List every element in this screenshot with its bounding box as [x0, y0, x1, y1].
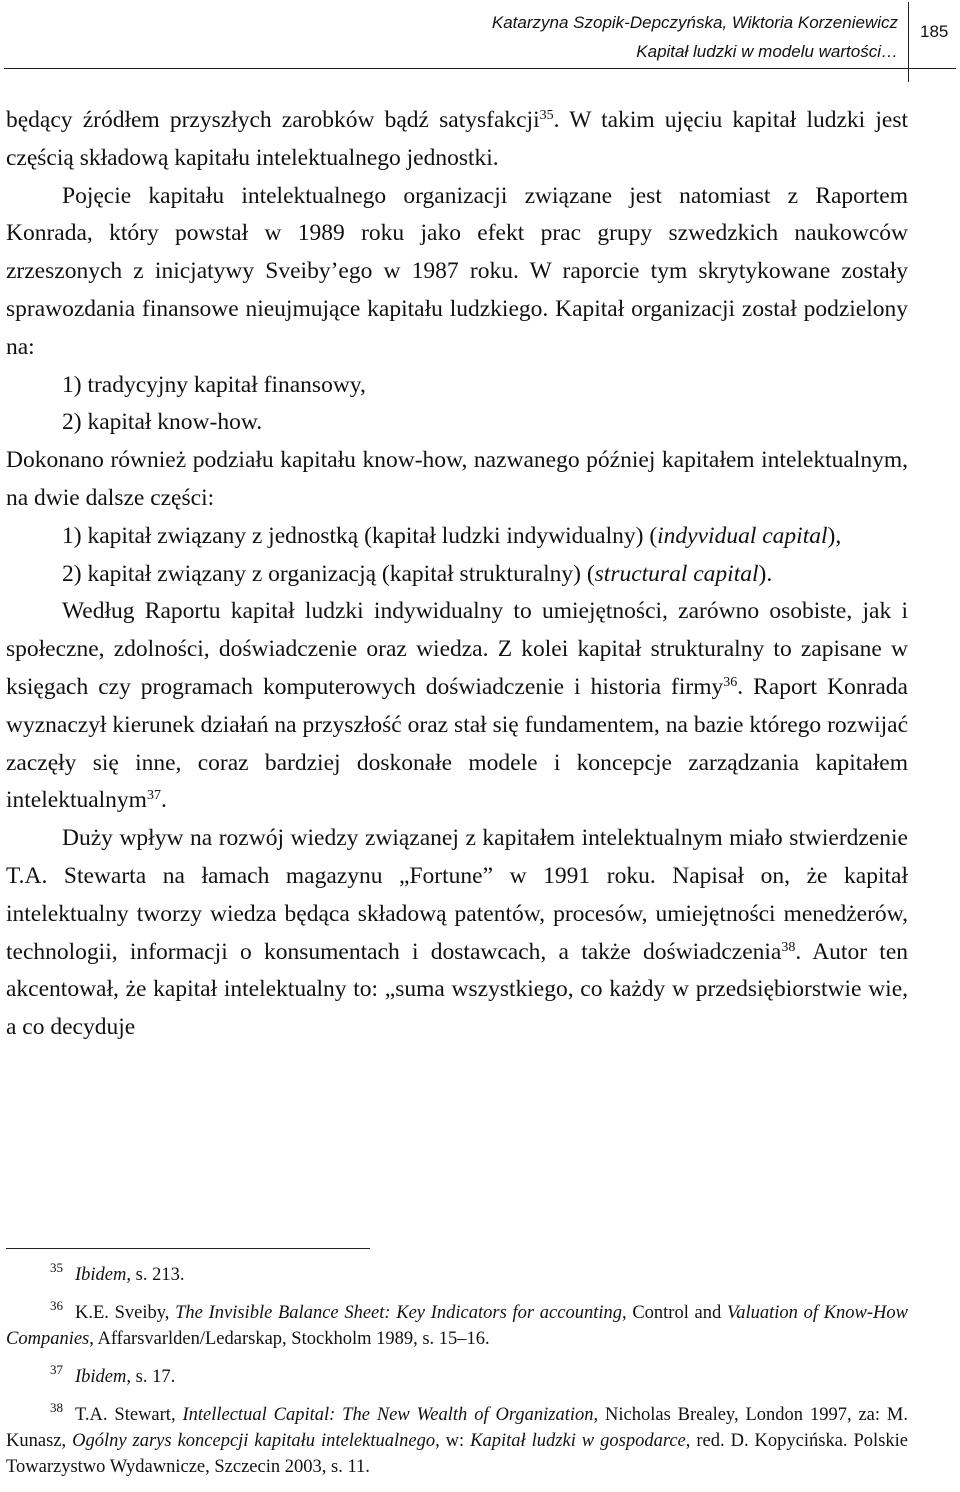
paragraph-1-text: będący źródłem przyszłych zarobków bądź satysfakcji	[6, 107, 540, 133]
footnote-ref-37[interactable]: 37	[146, 788, 161, 804]
list-know-how-parts	[6, 518, 908, 594]
main-text	[6, 102, 908, 1047]
footnote-37	[6, 1364, 908, 1390]
header-horizontal-rule	[4, 68, 956, 69]
paragraph-4-text-cont: . Raport Konrada wyznaczył kierunek działań na przyszłość oraz stał się fundamentem, na bazie którego rozwijać zaczęły się inne, coraz bardziej doskonałe modele i koncepcje zarządzania kapitałem intelektualnym	[6, 673, 908, 814]
paragraph-4-text: Według Raportu kapitał ludzki indywidualny to umiejętności, zarówno osobiste, jak i społeczne, zdolności, doświadczenie oraz wiedza. Z kolei kapitał strukturalny to zapisane w księgach czy programach komputerowych doświadczenie i historia firmy	[6, 598, 908, 700]
list-item-text: 2) kapitał związany z organizacją (kapitał strukturalny) (	[62, 560, 595, 587]
footnote-number: 35	[50, 1260, 63, 1275]
header-vertical-rule	[908, 2, 909, 82]
list-item-italic-term: indyvidual capital	[657, 522, 828, 549]
footnote-36	[6, 1300, 908, 1352]
footnote-ref-35[interactable]: 35	[539, 108, 554, 123]
list-item-text-end: ),	[827, 522, 842, 549]
running-header	[0, 0, 960, 84]
footnote-number: 37	[50, 1362, 63, 1377]
footnote-italic: Ogólny zarys koncepcji kapitału intelektualnego	[72, 1431, 436, 1451]
footnote-text: , Nicholas Brealey, London 1997, za: M. Kunasz,	[6, 1405, 908, 1451]
paragraph-5	[6, 820, 908, 1047]
footnote-text: , Affarsvarlden/Ledarskap, Stockholm 1989, s. 15–16.	[89, 1329, 490, 1349]
footnote-number: 36	[50, 1298, 63, 1313]
footnote-italic: Ibidem	[75, 1265, 127, 1285]
paragraph-4	[6, 593, 908, 820]
footnote-italic: Ibidem	[75, 1367, 127, 1387]
footnote-italic: Intellectual Capital: The New Wealth of Organization	[182, 1405, 594, 1425]
footnote-ref-36[interactable]: 36	[723, 674, 738, 690]
paragraph-5-text: Duży wpływ na rozwój wiedzy związanej z kapitałem intelektualnym miało stwierdzenie T.A. Stewarta na łamach magazynu „Fortune” w 1991 roku. Napisał on, że kapitał intelektualny tworzy wiedza będąca składową patentów, procesów, umiejętności menedżerów, technologii, informacji o konsumentach i dostawcach, a także doświadczenia	[6, 825, 908, 965]
paragraph-5-text-cont: . Autor ten akcentował, że kapitał intelektualny to: „suma wszystkiego, co każdy w przedsiębiorstwie wie, a co decyduje	[6, 938, 908, 1041]
footnote-text: , red. D. Kopycińska. Polskie Towarzystwo Wydawnicze, Szczecin 2003, s. 11.	[6, 1431, 909, 1477]
footnote-38	[6, 1402, 908, 1480]
footnote-text: T.A. Stewart,	[75, 1405, 183, 1425]
list-item-italic-term: structural capital	[594, 560, 759, 587]
list-item	[6, 556, 908, 594]
list-capital-types	[6, 367, 908, 443]
footnote-separator	[6, 1248, 370, 1249]
paragraph-1-text-cont: . W takim ujęciu kapitał ludzki jest częścią składową kapitału intelektualnego jednostki.	[6, 107, 908, 171]
paragraph-1	[6, 102, 908, 178]
page-number: 185	[920, 22, 949, 41]
footnote-text: , w:	[435, 1431, 471, 1451]
list-item-text-end: ).	[758, 560, 773, 587]
footnote-italic: Kapitał ludzki w gospodarce	[470, 1431, 686, 1451]
paragraph-2: Pojęcie kapitału intelektualnego organizacji związane jest natomiast z Raportem Konrada, który powstał w 1989 roku jako efekt prac grupy szwedzkich naukowców zrzeszonych z inicjatywy Sveiby’ego w 1987 roku. W raporcie tym skrytykowane zostały sprawozdania finansowe nieujmujące kapitału ludzkiego. Kapitał organizacji został podzielony na:	[6, 182, 908, 360]
list-item-text: 1) kapitał związany z jednostką (kapitał ludzki indywidualny) (	[62, 522, 658, 549]
list-item: 1) tradycyjny kapitał finansowy,	[62, 371, 366, 398]
footnote-35	[6, 1262, 908, 1288]
footnote-italic: The Invisible Balance Sheet: Key Indicators for accounting	[175, 1303, 622, 1323]
list-item	[6, 518, 908, 556]
footnotes	[6, 1262, 908, 1492]
paragraph-3: Dokonano również podziału kapitału know-how, nazwanego później kapitałem intelektualnym, na dwie dalsze części:	[6, 447, 908, 511]
footnote-number: 38	[50, 1400, 63, 1415]
footnote-italic: Valuation of Know-How Companies	[6, 1303, 908, 1349]
running-header-text	[492, 8, 898, 66]
footnote-ref-38[interactable]: 38	[781, 939, 796, 955]
footnote-text: , s. 17.	[126, 1367, 176, 1387]
header-title: Kapitał ludzki w modelu wartości…	[636, 42, 898, 61]
footnote-text: , Control and	[621, 1303, 727, 1323]
footnote-text: K.E. Sveiby,	[75, 1303, 176, 1323]
paragraph-4-text-end: .	[160, 787, 167, 814]
header-authors: Katarzyna Szopik-Depczyńska, Wiktoria Korzeniewicz	[491, 13, 898, 32]
list-item: 2) kapitał know-how.	[62, 409, 263, 436]
footnote-text: , s. 213.	[126, 1265, 185, 1285]
